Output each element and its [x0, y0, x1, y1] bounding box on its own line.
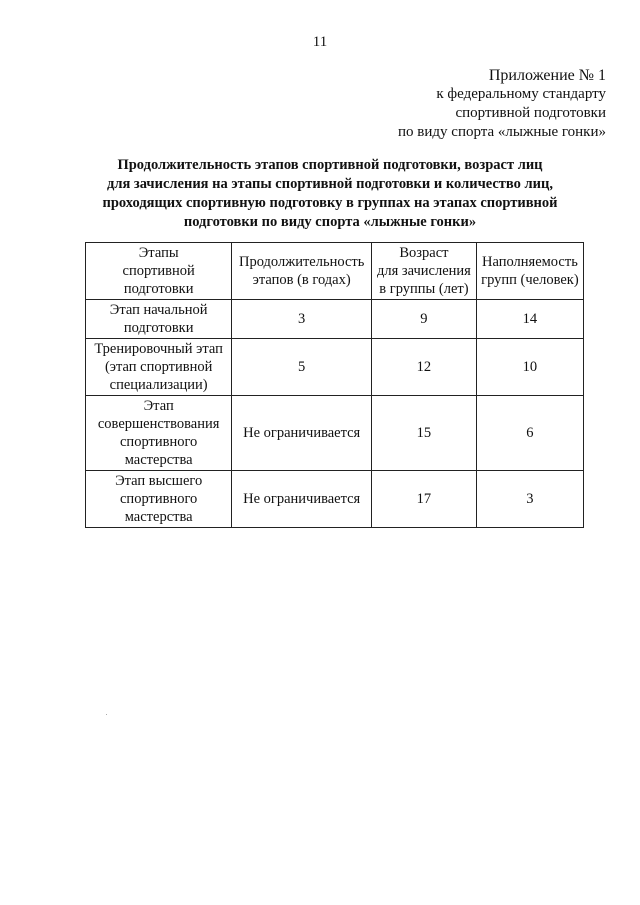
- title-line: проходящих спортивную подготовку в группах на этапах спортивной: [102, 195, 558, 211]
- appendix-line: к федеральному стандарту: [436, 86, 606, 102]
- header-group-size: Наполняемость групп (человек): [476, 243, 583, 300]
- appendix-line: по виду спорта «лыжные гонки»: [398, 124, 606, 140]
- group-size-cell: 10: [476, 339, 583, 396]
- table-row: [86, 471, 584, 528]
- appendix-title: Приложение № 1: [488, 67, 606, 84]
- age-cell: 17: [372, 471, 477, 528]
- title-line: подготовки по виду спорта «лыжные гонки»: [183, 214, 477, 230]
- page-number: 11: [312, 34, 328, 50]
- training-stages-table: [85, 242, 584, 528]
- stage-cell: Этап начальной подготовки: [86, 300, 232, 339]
- stage-cell: Этап высшего спортивного мастерства: [86, 471, 232, 528]
- scan-speck: [106, 714, 107, 715]
- table-row: [86, 339, 584, 396]
- header-age: Возраст для зачисления в группы (лет): [372, 243, 477, 300]
- duration-cell: Не ограничивается: [232, 396, 372, 471]
- title-line: Продолжительность этапов спортивной подготовки, возраст лиц: [117, 157, 543, 173]
- appendix-block: [306, 66, 606, 142]
- age-cell: 12: [372, 339, 477, 396]
- appendix-line: спортивной подготовки: [455, 105, 606, 121]
- group-size-cell: 6: [476, 396, 583, 471]
- stage-cell: Этап совершенствования спортивного мастерства: [86, 396, 232, 471]
- group-size-cell: 3: [476, 471, 583, 528]
- stage-cell: Тренировочный этап (этап спортивной специализации): [86, 339, 232, 396]
- duration-cell: 3: [232, 300, 372, 339]
- age-cell: 15: [372, 396, 477, 471]
- group-size-cell: 14: [476, 300, 583, 339]
- duration-cell: 5: [232, 339, 372, 396]
- table-row: [86, 300, 584, 339]
- header-duration: Продолжительность этапов (в годах): [232, 243, 372, 300]
- header-stages: Этапы спортивной подготовки: [86, 243, 232, 300]
- table-row: [86, 396, 584, 471]
- age-cell: 9: [372, 300, 477, 339]
- title-line: для зачисления на этапы спортивной подготовки и количество лиц,: [106, 176, 554, 192]
- duration-cell: Не ограничивается: [232, 471, 372, 528]
- document-title: [60, 156, 600, 232]
- table-header-row: [86, 243, 584, 300]
